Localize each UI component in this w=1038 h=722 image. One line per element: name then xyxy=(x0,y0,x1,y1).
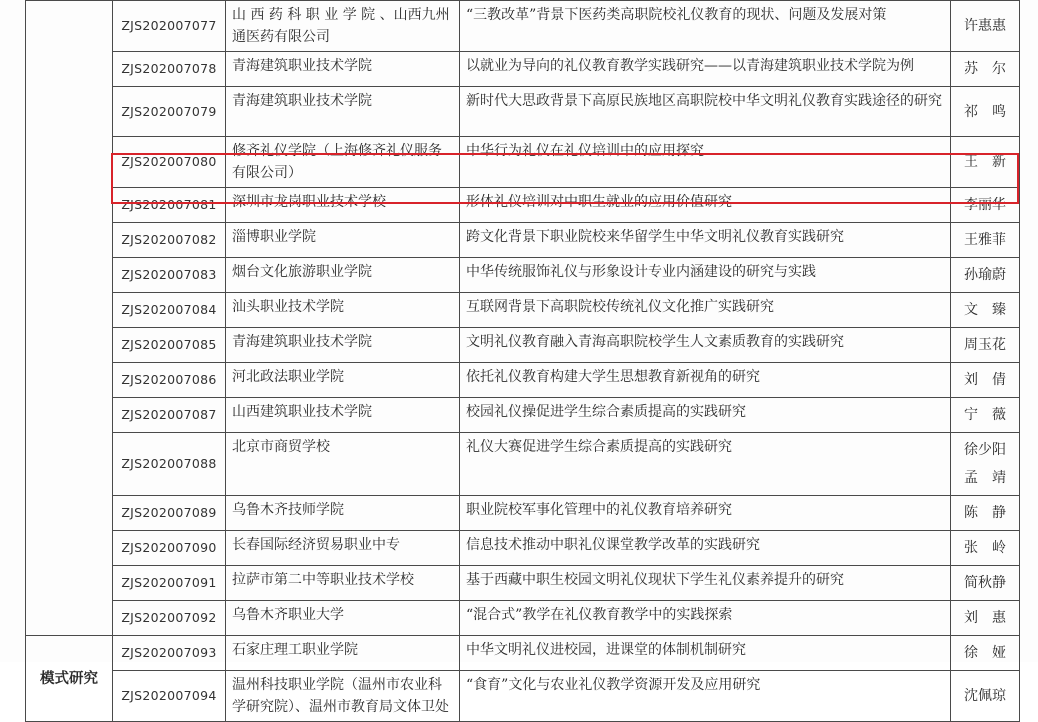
project-title-cell: 新时代大思政背景下高原民族地区高职院校中华文明礼仪教育实践途径的研究 xyxy=(460,87,951,137)
project-code-cell: ZJS202007079 xyxy=(113,87,226,137)
person-cell xyxy=(951,1,1020,52)
person-cell xyxy=(951,496,1020,531)
project-code-cell: ZJS202007077 xyxy=(113,1,226,52)
project-title-cell: 文明礼仪教育融入青海高职院校学生人文素质教育的实践研究 xyxy=(460,328,951,363)
person-name: 张 岭 xyxy=(964,540,1006,556)
person-name: 周玉花 xyxy=(964,337,1006,353)
table-row xyxy=(26,496,1020,531)
unit-cell: 山 西 药 科 职 业 学 院 、山西九州通医药有限公司 xyxy=(226,1,460,52)
person-cell xyxy=(951,188,1020,223)
project-table xyxy=(25,0,1020,722)
unit-cell: 汕头职业技术学院 xyxy=(226,293,460,328)
unit-cell: 拉萨市第二中等职业技术学校 xyxy=(226,566,460,601)
person-name: 文 臻 xyxy=(964,302,1006,318)
table-row xyxy=(26,671,1020,722)
person-cell xyxy=(951,531,1020,566)
person-cell xyxy=(951,328,1020,363)
unit-cell: 长春国际经济贸易职业中专 xyxy=(226,531,460,566)
unit-cell: 淄博职业学院 xyxy=(226,223,460,258)
project-title-cell: 校园礼仪操促进学生综合素质提高的实践研究 xyxy=(460,398,951,433)
table-row xyxy=(26,636,1020,671)
person-name: 王 新 xyxy=(964,154,1006,170)
unit-cell: 青海建筑职业技术学院 xyxy=(226,52,460,87)
person-name: 李丽华 xyxy=(964,197,1006,213)
unit-cell: 青海建筑职业技术学院 xyxy=(226,87,460,137)
person-cell xyxy=(951,87,1020,137)
unit-cell: 修齐礼仪学院（上海修齐礼仪服务有限公司） xyxy=(226,137,460,188)
person-name: 刘 惠 xyxy=(964,610,1006,626)
unit-cell: 烟台文化旅游职业学院 xyxy=(226,258,460,293)
person-name: 徐少阳 xyxy=(964,442,1006,458)
unit-cell: 乌鲁木齐职业大学 xyxy=(226,601,460,636)
person-name: 宁 薇 xyxy=(964,407,1006,423)
unit-cell: 乌鲁木齐技师学院 xyxy=(226,496,460,531)
project-code-cell: ZJS202007089 xyxy=(113,496,226,531)
person-cell xyxy=(951,433,1020,496)
unit-cell: 山西建筑职业技术学院 xyxy=(226,398,460,433)
person-cell xyxy=(951,223,1020,258)
project-title-cell: 中华文明礼仪进校园，进课堂的体制机制研究 xyxy=(460,636,951,671)
person-name: 陈 静 xyxy=(964,505,1006,521)
project-title-cell: 职业院校军事化管理中的礼仪教育培养研究 xyxy=(460,496,951,531)
person-cell xyxy=(951,601,1020,636)
person-name: 苏 尔 xyxy=(964,61,1006,77)
unit-cell: 河北政法职业学院 xyxy=(226,363,460,398)
person-cell xyxy=(951,566,1020,601)
project-code-cell: ZJS202007081 xyxy=(113,188,226,223)
project-code-cell: ZJS202007090 xyxy=(113,531,226,566)
table-row xyxy=(26,328,1020,363)
project-title-cell: 基于西藏中职生校园文明礼仪现状下学生礼仪素养提升的研究 xyxy=(460,566,951,601)
project-code-cell: ZJS202007091 xyxy=(113,566,226,601)
project-title-cell: “混合式”教学在礼仪教育教学中的实践探索 xyxy=(460,601,951,636)
table-row xyxy=(26,137,1020,188)
table-row xyxy=(26,87,1020,137)
person-cell xyxy=(951,363,1020,398)
category-cell xyxy=(26,1,113,636)
project-code-cell: ZJS202007085 xyxy=(113,328,226,363)
project-table-body xyxy=(26,1,1020,722)
project-code-cell: ZJS202007094 xyxy=(113,671,226,722)
table-row xyxy=(26,601,1020,636)
project-title-cell: 信息技术推动中职礼仪课堂教学改革的实践研究 xyxy=(460,531,951,566)
project-title-cell: “三教改革”背景下医药类高职院校礼仪教育的现状、问题及发展对策 xyxy=(460,1,951,52)
person-name: 许惠惠 xyxy=(964,18,1006,34)
project-title-cell: 互联网背景下高职院校传统礼仪文化推广实践研究 xyxy=(460,293,951,328)
category-cell: 模式研究 xyxy=(26,636,113,722)
project-title-cell: 中华行为礼仪在礼仪培训中的应用探究 xyxy=(460,137,951,188)
table-row xyxy=(26,398,1020,433)
project-title-cell: “食育”文化与农业礼仪教学资源开发及应用研究 xyxy=(460,671,951,722)
project-title-cell: 中华传统服饰礼仪与形象设计专业内涵建设的研究与实践 xyxy=(460,258,951,293)
project-code-cell: ZJS202007088 xyxy=(113,433,226,496)
person-name: 沈佩琼 xyxy=(964,688,1006,704)
person-cell xyxy=(951,258,1020,293)
person-name: 徐 娅 xyxy=(964,645,1006,661)
table-row xyxy=(26,566,1020,601)
table-row xyxy=(26,188,1020,223)
project-code-cell: ZJS202007083 xyxy=(113,258,226,293)
unit-cell: 深圳市龙岗职业技术学校 xyxy=(226,188,460,223)
table-row xyxy=(26,363,1020,398)
project-title-cell: 跨文化背景下职业院校来华留学生中华文明礼仪教育实践研究 xyxy=(460,223,951,258)
person-cell xyxy=(951,137,1020,188)
project-code-cell: ZJS202007082 xyxy=(113,223,226,258)
project-code-cell: ZJS202007084 xyxy=(113,293,226,328)
unit-cell: 石家庄理工职业学院 xyxy=(226,636,460,671)
project-title-cell: 以就业为导向的礼仪教育教学实践研究——以青海建筑职业技术学院为例 xyxy=(460,52,951,87)
person-name: 刘 倩 xyxy=(964,372,1006,388)
table-row xyxy=(26,258,1020,293)
person-cell xyxy=(951,636,1020,671)
person-cell xyxy=(951,398,1020,433)
unit-cell: 北京市商贸学校 xyxy=(226,433,460,496)
project-code-cell: ZJS202007078 xyxy=(113,52,226,87)
unit-cell: 青海建筑职业技术学院 xyxy=(226,328,460,363)
project-title-cell: 形体礼仪培训对中职生就业的应用价值研究 xyxy=(460,188,951,223)
table-row xyxy=(26,52,1020,87)
table-row xyxy=(26,433,1020,496)
person-name: 祁 鸣 xyxy=(964,103,1006,120)
person-cell xyxy=(951,293,1020,328)
person-name: 简秋静 xyxy=(964,575,1006,591)
person-cell xyxy=(951,671,1020,722)
project-code-cell: ZJS202007087 xyxy=(113,398,226,433)
person-name: 孙瑜蔚 xyxy=(964,267,1006,283)
project-title-cell: 礼仪大赛促进学生综合素质提高的实践研究 xyxy=(460,433,951,496)
table-row xyxy=(26,531,1020,566)
person-cell xyxy=(951,52,1020,87)
table-row xyxy=(26,223,1020,258)
project-code-cell: ZJS202007080 xyxy=(113,137,226,188)
project-code-cell: ZJS202007086 xyxy=(113,363,226,398)
unit-cell: 温州科技职业学院（温州市农业科学研究院）、温州市教育局文体卫处 xyxy=(226,671,460,722)
person-name: 孟 靖 xyxy=(964,470,1006,486)
project-code-cell: ZJS202007093 xyxy=(113,636,226,671)
table-row xyxy=(26,1,1020,52)
person-name: 王雅菲 xyxy=(964,232,1006,248)
project-code-cell: ZJS202007092 xyxy=(113,601,226,636)
table-row xyxy=(26,293,1020,328)
project-title-cell: 依托礼仪教育构建大学生思想教育新视角的研究 xyxy=(460,363,951,398)
